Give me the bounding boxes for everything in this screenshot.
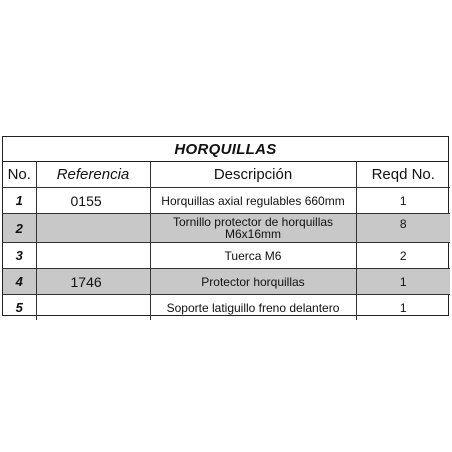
- table-row: [3, 243, 450, 269]
- row-reqd: 8: [356, 214, 450, 243]
- parts-table: [3, 162, 450, 320]
- row-descripcion: Soporte latiguillo freno delantero: [150, 295, 356, 321]
- row-reqd: 1: [356, 269, 450, 295]
- header-descripcion: Descripción: [150, 162, 356, 188]
- header-referencia: Referencia: [36, 162, 150, 188]
- header-no: No.: [3, 162, 36, 188]
- row-descripcion: Tornillo protector de horquillas M6x16mm: [150, 214, 356, 243]
- row-referencia: [36, 214, 150, 243]
- row-referencia: [36, 295, 150, 321]
- row-descripcion: Horquillas axial regulables 660mm: [150, 188, 356, 214]
- row-number: 2: [3, 214, 36, 243]
- row-referencia: [36, 243, 150, 269]
- row-reqd: 1: [356, 295, 450, 321]
- table-row: [3, 295, 450, 321]
- table-row: [3, 269, 450, 295]
- table-row: [3, 214, 450, 243]
- header-row: [3, 162, 450, 188]
- row-referencia: 1746: [36, 269, 150, 295]
- row-descripcion: Tuerca M6: [150, 243, 356, 269]
- row-number: 5: [3, 295, 36, 321]
- header-reqd: Reqd No.: [356, 162, 450, 188]
- row-reqd: 1: [356, 188, 450, 214]
- table-row: [3, 188, 450, 214]
- row-referencia: 0155: [36, 188, 150, 214]
- row-descripcion: Protector horquillas: [150, 269, 356, 295]
- row-number: 4: [3, 269, 36, 295]
- row-number: 1: [3, 188, 36, 214]
- row-number: 3: [3, 243, 36, 269]
- row-reqd: 2: [356, 243, 450, 269]
- parts-table-panel: [2, 136, 449, 316]
- table-title: HORQUILLAS: [3, 137, 448, 162]
